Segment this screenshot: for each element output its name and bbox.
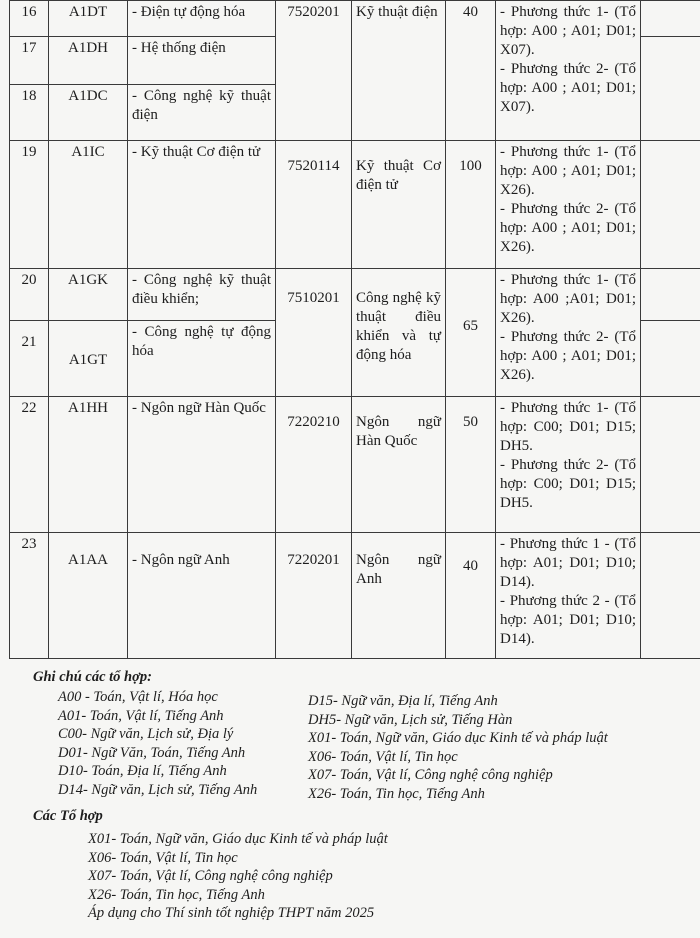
table-row — [10, 533, 700, 659]
program-code: A1IC — [49, 141, 128, 269]
program-name: - Kỹ thuật Cơ điện tử — [128, 141, 276, 269]
major-code: 7520201 — [276, 1, 352, 141]
major-name: Kỹ thuật Cơ điện tử — [352, 141, 446, 269]
note-item: A00 - Toán, Vật lí, Hóa học — [58, 689, 218, 705]
note-item: X06- Toán, Vật lí, Tin học — [308, 748, 458, 765]
admission-methods — [496, 397, 641, 533]
admissions-table — [9, 0, 700, 659]
combo-note: Áp dụng cho Thí sinh tốt nghiệp THPT năm 2025 — [88, 905, 375, 921]
quota: 40 — [446, 533, 496, 659]
table-row — [10, 141, 700, 269]
major-name: Công nghệ kỹ thuật điều khiển và tự động hóa — [352, 269, 446, 397]
program-name: - Công nghệ kỹ thuật điều khiển; — [128, 269, 276, 321]
method-item: - Phương thức 1- (Tổ hợp: A00 ; A01; D01; X07). — [500, 4, 636, 58]
major-code: 7220210 — [276, 397, 352, 533]
row-number: 22 — [10, 397, 49, 533]
program-name: - Ngôn ngữ Hàn Quốc — [128, 397, 276, 533]
table-row — [10, 397, 700, 533]
note-item: D14- Ngữ văn, Lịch sử, Tiếng Anh — [58, 781, 258, 798]
row-number: 19 — [10, 141, 49, 269]
program-name: - Hệ thống điện — [128, 37, 276, 85]
method-item: - Phương thức 2- (Tổ hợp: A00 ; A01; D01; X26). — [500, 329, 636, 383]
program-code: A1DT — [49, 1, 128, 37]
method-item: - Phương thức 2- (Tổ hợp: A00 ; A01; D01; X07). — [500, 61, 636, 115]
major-code: 7220201 — [276, 533, 352, 659]
program-code: A1HH — [49, 397, 128, 533]
quota: 50 — [446, 397, 496, 533]
method-item: - Phương thức 2 - (Tổ hợp: A01; D01; D10; D14). — [500, 593, 636, 647]
program-name: - Điện tự động hóa — [128, 1, 276, 37]
row-number: 21 — [10, 321, 49, 397]
combo-item: X06- Toán, Vật lí, Tin học — [88, 849, 238, 866]
program-code: A1DC — [49, 85, 128, 141]
notes-title: Ghi chú các tổ hợp: — [33, 669, 152, 685]
program-name: - Ngôn ngữ Anh — [128, 533, 276, 659]
program-code: A1AA — [49, 533, 128, 659]
major-name: Ngôn ngữ Hàn Quốc — [352, 397, 446, 533]
admission-methods — [496, 533, 641, 659]
quota: 65 — [446, 269, 496, 397]
major-name: Kỹ thuật điện — [352, 1, 446, 141]
combos-list — [88, 830, 388, 923]
row-number: 16 — [10, 1, 49, 37]
program-code: A1DH — [49, 37, 128, 85]
note-item: D01- Ngữ Văn, Toán, Tiếng Anh — [58, 744, 246, 761]
major-code: 7510201 — [276, 269, 352, 397]
method-item: - Phương thức 1 - (Tổ hợp: A01; D01; D10; D14). — [500, 536, 636, 590]
admission-methods — [496, 1, 641, 141]
row-number: 23 — [10, 533, 49, 659]
program-name: - Công nghệ tự động hóa — [128, 321, 276, 397]
quota: 100 — [446, 141, 496, 269]
note-item: DH5- Ngữ văn, Lịch sử, Tiếng Hàn — [308, 711, 513, 728]
program-code: A1GT — [49, 321, 128, 397]
admission-methods — [496, 141, 641, 269]
row-number: 20 — [10, 269, 49, 321]
method-item: - Phương thức 1- (Tổ hợp: A00 ; A01; D01; X26). — [500, 144, 636, 198]
admission-methods — [496, 269, 641, 397]
note-item: X01- Toán, Ngữ văn, Giáo dục Kinh tế và pháp luật — [308, 730, 608, 746]
method-item: - Phương thức 2- (Tổ hợp: C00; D01; D15; DH5. — [500, 457, 636, 511]
method-item: - Phương thức 2- (Tổ hợp: A00 ; A01; D01; X26). — [500, 201, 636, 255]
row-number: 17 — [10, 37, 49, 85]
method-item: - Phương thức 1- (Tổ hợp: C00; D01; D15; DH5. — [500, 400, 636, 454]
major-name: Ngôn ngữ Anh — [352, 533, 446, 659]
note-item: X26- Toán, Tin học, Tiếng Anh — [308, 785, 485, 802]
notes-left-column — [58, 688, 257, 799]
method-item: - Phương thức 1- (Tổ hợp: A00 ;A01; D01; X26). — [500, 272, 636, 326]
combo-item: X26- Toán, Tin học, Tiếng Anh — [88, 886, 265, 903]
table-row — [10, 269, 700, 321]
notes-right-column — [308, 692, 608, 803]
table-row — [10, 1, 700, 37]
note-item: X07- Toán, Vật lí, Công nghệ công nghiệp — [308, 767, 553, 783]
combos-title: Các Tổ hợp — [33, 808, 103, 824]
note-item: D10- Toán, Địa lí, Tiếng Anh — [58, 763, 227, 779]
combo-item: X07- Toán, Vật lí, Công nghệ công nghiệp — [88, 868, 333, 884]
combo-item: X01- Toán, Ngữ văn, Giáo dục Kinh tế và pháp luật — [88, 831, 388, 847]
program-name: - Công nghệ kỹ thuật điện — [128, 85, 276, 141]
program-code: A1GK — [49, 269, 128, 321]
note-item: A01- Toán, Vật lí, Tiếng Anh — [58, 707, 224, 724]
note-item: C00- Ngữ văn, Lịch sử, Địa lý — [58, 726, 234, 742]
note-item: D15- Ngữ văn, Địa lí, Tiếng Anh — [308, 693, 498, 709]
quota: 40 — [446, 1, 496, 141]
row-number: 18 — [10, 85, 49, 141]
major-code: 7520114 — [276, 141, 352, 269]
